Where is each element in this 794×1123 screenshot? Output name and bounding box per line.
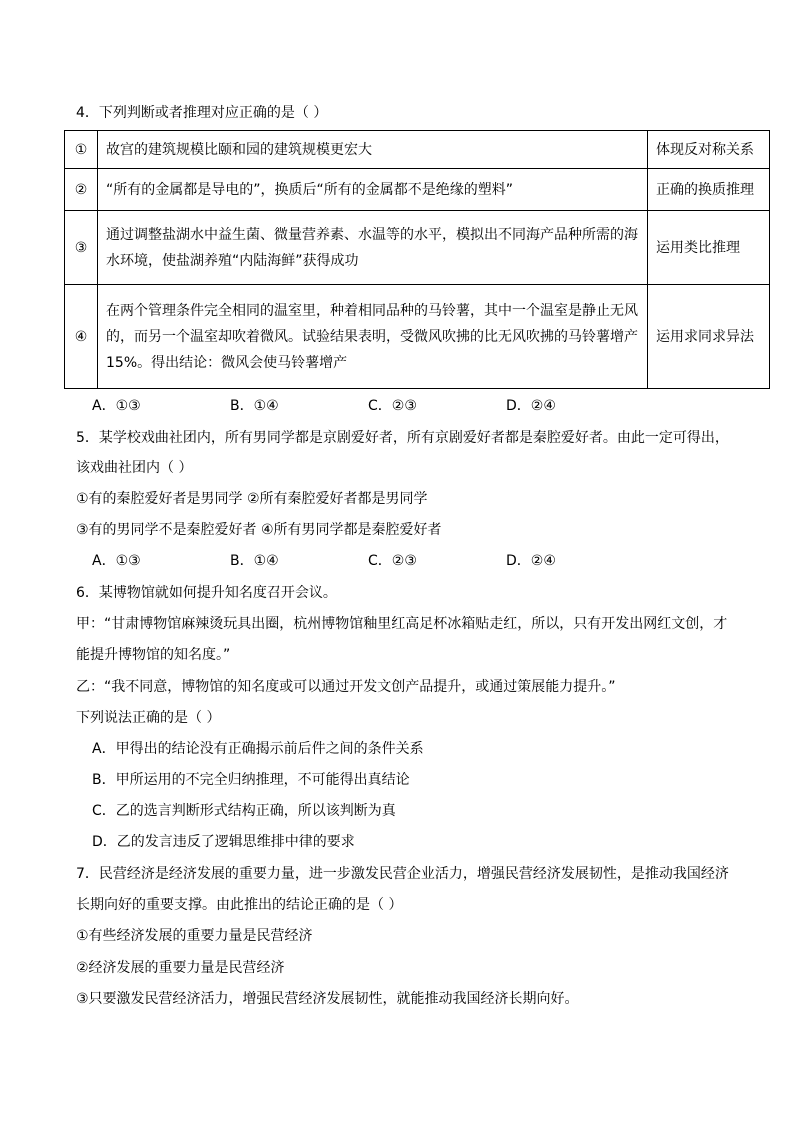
row-number: ③ [65, 211, 98, 285]
table-row [65, 169, 770, 211]
q4-options [92, 396, 644, 416]
option-d[interactable]: D．②④ [506, 398, 556, 414]
option-c[interactable]: C．②③ [368, 553, 417, 569]
row-number: ① [65, 131, 98, 169]
option-b[interactable]: B．①④ [230, 553, 279, 569]
table-row [65, 211, 770, 285]
table-row [65, 285, 770, 389]
row-content: “所有的金属都是导电的”，换质后“所有的金属都不是绝缘的塑料” [98, 169, 648, 211]
q6-jia-line2: 能提升博物馆的知名度。” [76, 647, 231, 663]
q7-item-1: ①有些经济发展的重要力量是民营经济 [76, 928, 313, 944]
q6-choice-d[interactable]: D．乙的发言违反了逻辑思维排中律的要求 [92, 834, 355, 850]
q7-item-2: ②经济发展的重要力量是民营经济 [76, 960, 285, 976]
q5-items-line1: ①有的秦腔爱好者是男同学 ②所有秦腔爱好者都是男同学 [76, 491, 428, 507]
option-a[interactable]: A．①③ [92, 553, 141, 569]
row-number: ② [65, 169, 98, 211]
q4-table [64, 130, 770, 389]
q5-stem-line1: 5．某学校戏曲社团内，所有男同学都是京剧爱好者，所有京剧爱好者都是秦腔爱好者。由此一定可得出， [76, 430, 729, 446]
q5-stem-line2: 该戏曲社团内（ ） [76, 460, 193, 476]
option-c[interactable]: C．②③ [368, 398, 417, 414]
row-category: 体现反对称关系 [648, 131, 770, 169]
q5-options [92, 551, 644, 571]
option-d[interactable]: D．②④ [506, 553, 556, 569]
q6-choice-b[interactable]: B．甲所运用的不完全归纳推理，不可能得出真结论 [92, 772, 410, 788]
row-content: 在两个管理条件完全相同的温室里，种着相同品种的马铃薯，其中一个温室是静止无风的，而另一个温室却吹着微风。试验结果表明，受微风吹拂的比无风吹拂的马铃薯增产15%。得出结论：微风会使马铃薯增产 [98, 285, 648, 389]
q6-jia-line1: 甲：“甘肃博物馆麻辣烫玩具出圈，杭州博物馆釉里红高足杯冰箱贴走红，所以，只有开发出网红文创，才 [76, 616, 728, 632]
q7-stem-line2: 长期向好的重要支撑。由此推出的结论正确的是（ ） [76, 897, 403, 913]
q6-stem: 6．某博物馆就如何提升知名度召开会议。 [76, 585, 337, 601]
q7-item-3: ③只要激发民营经济活力，增强民营经济发展韧性，就能推动我国经济长期向好。 [76, 991, 579, 1007]
q6-choice-a[interactable]: A．甲得出的结论没有正确揭示前后件之间的条件关系 [92, 741, 424, 757]
row-category: 运用求同求异法 [648, 285, 770, 389]
q4-stem: 4．下列判断或者推理对应正确的是（ ） [76, 105, 328, 121]
q5-items-line2: ③有的男同学不是秦腔爱好者 ④所有男同学都是秦腔爱好者 [76, 522, 442, 538]
row-content: 故宫的建筑规模比颐和园的建筑规模更宏大 [98, 131, 648, 169]
row-content: 通过调整盐湖水中益生菌、微量营养素、水温等的水平，模拟出不同海产品种所需的海水环境，使盐湖养殖“内陆海鲜”获得成功 [98, 211, 648, 285]
option-a[interactable]: A．①③ [92, 398, 141, 414]
option-b[interactable]: B．①④ [230, 398, 279, 414]
q6-question: 下列说法正确的是（ ） [76, 710, 221, 726]
q7-stem-line1: 7．民营经济是经济发展的重要力量，进一步激发民营企业活力，增强民营经济发展韧性，是推动我国经济 [76, 866, 729, 882]
row-category: 运用类比推理 [648, 211, 770, 285]
table-row [65, 131, 770, 169]
q6-choice-c[interactable]: C．乙的选言判断形式结构正确，所以该判断为真 [92, 803, 396, 819]
row-category: 正确的换质推理 [648, 169, 770, 211]
q6-yi: 乙：“我不同意，博物馆的知名度或可以通过开发文创产品提升，或通过策展能力提升。” [76, 679, 616, 695]
row-number: ④ [65, 285, 98, 389]
